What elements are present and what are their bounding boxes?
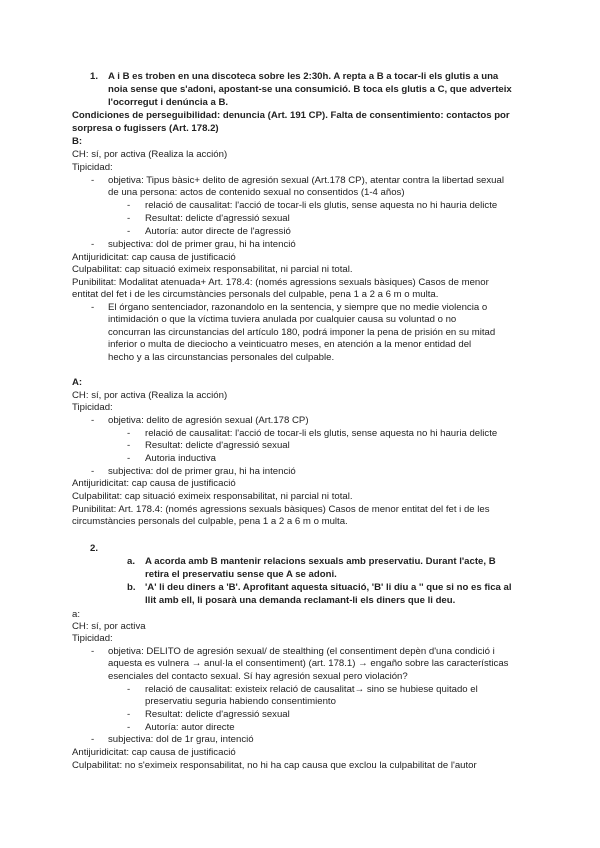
conditions-line: Condiciones de perseguibilidad: denuncia (Art. 191 CP). Falta de consentimiento: contactos por: [72, 110, 510, 121]
answer-label: a:: [72, 609, 81, 620]
question-2a-marker: a.: [127, 556, 136, 567]
objetiva-line: objetiva: delito de agresión sexual (Art.178 CP): [108, 415, 309, 426]
bullet-dash: -: [127, 440, 131, 451]
bullet-dash: -: [127, 226, 131, 237]
punibilitat-line: entitat del fet i de les circumstàncies personals del culpable, pena 1 a 2 a 6 m o multa.: [72, 289, 439, 300]
ch-line: CH: sí, por activa: [72, 621, 146, 632]
bullet-dash: -: [127, 428, 131, 439]
punibilitat-line: circumstàncies personals del culpable, pena 1 a 2 a 6 m o multa.: [72, 516, 348, 527]
sub-item: Autoría: autor directe de l'agressió: [145, 226, 291, 237]
bullet-dash: -: [127, 684, 131, 695]
bullet-dash: -: [91, 302, 95, 313]
objetiva-line: esenciales del contacto sexual. Sí hay agresión sexual pero violación?: [108, 671, 408, 682]
tipicidad-heading: Tipicidad:: [72, 402, 113, 413]
antijuridicitat-line: Antijuridicitat: cap causa de justificació: [72, 478, 236, 489]
bullet-dash: -: [91, 239, 95, 250]
bullet-dash: -: [127, 200, 131, 211]
culpabilitat-line: Culpabilitat: no s'eximeix responsabilitat, no hi ha cap causa que exclou la culpabilitat de l'autor: [72, 760, 477, 771]
ch-line: CH: sí, por activa (Realiza la acción): [72, 390, 228, 401]
question-1-text-line: l'ocorregut i denúncia a B.: [108, 97, 229, 108]
tipicidad-heading: Tipicidad:: [72, 633, 113, 644]
bullet-dash: -: [91, 466, 95, 477]
bullet-dash: -: [91, 175, 95, 186]
question-1-text-line: noia sense que s'adoni, apostant-se una consumició. B toca els glutis a C, que adverteix: [108, 84, 512, 95]
objetiva-line: objetiva: Tipus bàsic+ delito de agresión sexual (Art.178 CP), atentar contra la libertad sexual: [108, 175, 504, 186]
bullet-dash: -: [91, 415, 95, 426]
culpabilitat-line: Culpabilitat: cap situació eximeix responsabilitat, ni parcial ni total.: [72, 264, 353, 275]
bullet-dash: -: [127, 213, 131, 224]
sub-item: relació de causalitat: l'acció de tocar-li els glutis, sense aquesta no hi hauria delicte: [145, 428, 498, 439]
question-1-number: 1.: [90, 71, 99, 82]
question-2b-marker: b.: [127, 582, 136, 593]
organo-line: concurran las circunstancias del artículo 180, podrá imponer la pena de prisión en su mitad: [108, 327, 496, 338]
punibilitat-line: Punibilitat: Art. 178.4: (només agressions sexuals bàsiques) Casos de menor entitat del fet i de les: [72, 504, 490, 515]
question-1-text-line: A i B es troben en una discoteca sobre les 2:30h. A repta a B a tocar-li els glutis a una: [108, 71, 499, 82]
subjectiva-line: subjectiva: dol de 1r grau, intenció: [108, 734, 254, 745]
sub-item: Resultat: delicte d'agressió sexual: [145, 709, 290, 720]
section-label-b: B:: [72, 136, 83, 147]
antijuridicitat-line: Antijuridicitat: cap causa de justificació: [72, 252, 236, 263]
question-2a-line: A acorda amb B mantenir relacions sexuals amb preservatiu. Durant l'acte, B: [145, 556, 496, 567]
organo-line: inferior o multa de dieciocho a veinticuatro meses, en atención a la menor entidad del: [108, 339, 472, 350]
bullet-dash: -: [127, 453, 131, 464]
organo-line: hecho y a las circunstancias personales del culpable.: [108, 352, 335, 363]
sub-item: Resultat: delicte d'agressió sexual: [145, 440, 290, 451]
question-2b-line: llit amb ell, li posarà una demanda reclamant-li els diners que li deu.: [145, 595, 456, 606]
sub-item: relació de causalitat: l'acció de tocar-li els glutis, sense aquesta no hi hauria delicte: [145, 200, 498, 211]
objetiva-line: de una persona: actos de contenido sexual no consentidos (1-4 años): [108, 187, 405, 198]
bullet-dash: -: [127, 709, 131, 720]
objetiva-line: objetiva: DELITO de agresión sexual/ de stealthing (el consentiment depèn d'una condició i: [108, 646, 495, 657]
sub-item: Resultat: delicte d'agressió sexual: [145, 213, 290, 224]
subjectiva-line: subjectiva: dol de primer grau, hi ha intenció: [108, 466, 296, 477]
culpabilitat-line: Culpabilitat: cap situació eximeix responsabilitat, ni parcial ni total.: [72, 491, 353, 502]
bullet-dash: -: [127, 722, 131, 733]
bullet-dash: -: [91, 734, 95, 745]
sub-item: relació de causalitat: existeix relació de causalitat→ sino se hubiese quitado el: [145, 684, 478, 695]
antijuridicitat-line: Antijuridicitat: cap causa de justificació: [72, 747, 236, 758]
punibilitat-line: Punibilitat: Modalitat atenuada+ Art. 178.4: (només agressions sexuals bàsiques) Casos de menor: [72, 277, 489, 288]
conditions-line: sorpresa o fugissers (Art. 178.2): [72, 123, 219, 134]
question-2a-line: retira el preservatiu sense que A se adoni.: [145, 569, 337, 580]
sub-item: Autoria inductiva: [145, 453, 216, 464]
question-2b-line: 'A' li deu diners a 'B'. Aprofitant aquesta situació, 'B' li diu a '' que si no es fica al: [145, 582, 512, 593]
question-2-number: 2.: [90, 543, 99, 554]
bullet-dash: -: [91, 646, 95, 657]
sub-item: preservatiu seguria habiendo consentimiento: [145, 696, 336, 707]
organo-line: intimidación o que la víctima tuviera anulada por cualquier causa su voluntad o no: [108, 314, 457, 325]
tipicidad-heading: Tipicidad:: [72, 162, 113, 173]
sub-item: Autoría: autor directe: [145, 722, 235, 733]
organo-line: El órgano sentenciador, razonandolo en la sentencia, y siempre que no medie violencia o: [108, 302, 488, 313]
ch-line: CH: sí, por activa (Realiza la acción): [72, 149, 228, 160]
section-label-a: A:: [72, 377, 83, 388]
subjectiva-line: subjectiva: dol de primer grau, hi ha intenció: [108, 239, 296, 250]
objetiva-line: aquesta es vulnera → anul·la el consentiment) (art. 178.1) → engaño sobre las características: [108, 658, 509, 669]
